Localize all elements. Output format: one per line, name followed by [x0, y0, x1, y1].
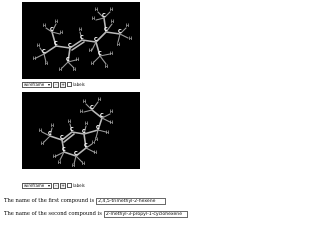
hydrogen-label: H: [73, 67, 77, 72]
atom-label: C: [82, 129, 86, 135]
hydrogen-label: H: [59, 67, 63, 72]
question-row-1: [4, 197, 166, 205]
hydrogen-label: H: [41, 141, 45, 146]
molecule-1-wireframe: [22, 2, 140, 79]
hydrogen-label: H: [55, 19, 59, 24]
hydrogen-label: H: [98, 97, 102, 102]
labels-toggle[interactable]: [67, 82, 85, 87]
zoom-in-button[interactable]: +: [61, 182, 65, 188]
hydrogen-label: H: [94, 150, 98, 155]
labels-toggle-label: labels: [73, 82, 85, 87]
hydrogen-label: H: [110, 109, 114, 114]
atom-label: C: [94, 37, 98, 43]
hydrogen-label: H: [45, 61, 49, 66]
question-row-2: [4, 210, 188, 218]
labels-checkbox[interactable]: [67, 183, 72, 188]
hydrogen-label: H: [68, 119, 72, 124]
atom-label: C: [68, 43, 72, 49]
select-value: wireframe: [24, 81, 45, 87]
hydrogen-label: H: [43, 23, 47, 28]
atom-label: C: [54, 41, 58, 47]
hydrogen-label: H: [33, 56, 37, 61]
select-value: wireframe: [24, 182, 45, 188]
hydrogen-label: H: [79, 27, 83, 32]
hydrogen-label: H: [53, 154, 57, 159]
hydrogen-label: H: [72, 163, 76, 168]
hydrogen-label: H: [51, 123, 55, 128]
hydrogen-label: H: [92, 140, 96, 145]
atom-label: C: [96, 125, 100, 131]
question-1-prompt: The name of the first compound is: [4, 198, 95, 204]
hydrogen-label: H: [39, 128, 43, 133]
atom-label: C: [102, 13, 106, 19]
hydrogen-label: H: [129, 36, 133, 41]
hydrogen-label: H: [117, 42, 121, 47]
atom-label: C: [70, 127, 74, 133]
molecule-viewer-2[interactable]: [22, 92, 140, 169]
hydrogen-label: H: [58, 160, 62, 165]
molecule-viewer-1[interactable]: [22, 2, 140, 79]
atom-label: C: [66, 57, 70, 63]
hydrogen-label: H: [106, 130, 110, 135]
render-style-select[interactable]: [22, 82, 52, 88]
atom-label: C: [62, 147, 66, 153]
hydrogen-label: H: [92, 16, 96, 21]
hydrogen-label: H: [91, 61, 95, 66]
zoom-in-button[interactable]: +: [61, 81, 65, 87]
hydrogen-label: H: [60, 30, 64, 35]
answer-1-input[interactable]: [96, 198, 166, 205]
zoom-out-button[interactable]: -: [53, 183, 59, 189]
atom-label: C: [60, 135, 64, 141]
viewer-1-controls: [22, 81, 85, 88]
hydrogen-label: H: [83, 99, 87, 104]
hydrogen-label: H: [110, 120, 114, 125]
atom-label: C: [90, 105, 94, 111]
hydrogen-label: H: [85, 121, 89, 126]
render-style-select[interactable]: [22, 183, 52, 189]
atom-label: C: [50, 27, 54, 33]
labels-checkbox[interactable]: [67, 82, 72, 87]
hydrogen-label: H: [105, 64, 109, 69]
hydrogen-label: H: [95, 7, 99, 12]
answer-2-value: 2-methyl-3-propyl-1-cyclohexene: [105, 211, 183, 217]
chevron-down-icon: ▾: [47, 81, 50, 87]
atom-label: C: [118, 29, 122, 35]
hydrogen-label: H: [89, 48, 93, 53]
hydrogen-label: H: [126, 23, 130, 28]
question-2-prompt: The name of the second compound is: [4, 211, 102, 217]
atom-label: C: [48, 131, 52, 137]
hydrogen-label: H: [111, 19, 115, 24]
atom-label: C: [104, 27, 108, 33]
chevron-down-icon: ▾: [47, 182, 50, 188]
hydrogen-label: H: [37, 43, 41, 48]
atom-label: C: [100, 113, 104, 119]
hydrogen-label: H: [76, 57, 80, 62]
atom-label: C: [74, 151, 78, 157]
molecule-2-wireframe: [22, 92, 140, 169]
hydrogen-label: H: [80, 109, 84, 114]
atom-label: C: [42, 49, 46, 55]
answer-1-value: 2,4,5-trimethyl-2-hexene: [98, 198, 156, 204]
labels-toggle-label: labels: [73, 183, 85, 188]
viewer-2-controls: [22, 182, 85, 189]
answer-2-input[interactable]: [104, 211, 188, 218]
atom-label: C: [98, 51, 102, 57]
labels-toggle[interactable]: [67, 183, 85, 188]
atom-label: C: [84, 143, 88, 149]
hydrogen-label: H: [95, 137, 99, 142]
atom-label: C: [80, 35, 84, 41]
hydrogen-label: H: [82, 161, 86, 166]
zoom-out-button[interactable]: -: [53, 82, 59, 88]
hydrogen-label: H: [110, 7, 114, 12]
hydrogen-label: H: [110, 51, 114, 56]
